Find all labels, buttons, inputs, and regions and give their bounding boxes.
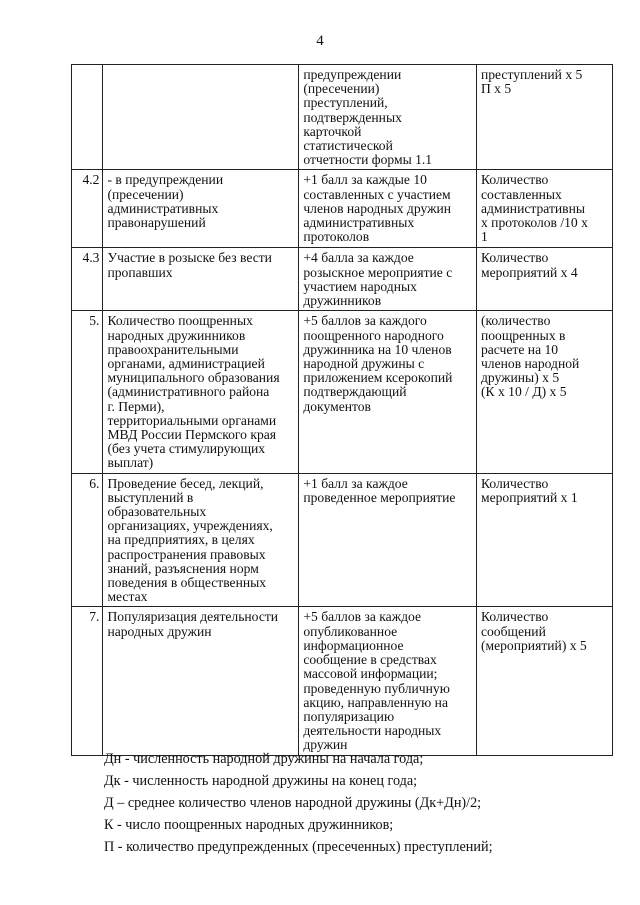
row-number: 4.2 [72,170,103,248]
scoring-rule: +1 балл за каждое проведенное мероприятие [299,473,477,607]
row-number: 4.3 [72,248,103,311]
row-number [72,65,103,170]
calculation-formula: Количество мероприятий х 4 [476,248,612,311]
criteria-table [71,64,613,756]
scoring-rule: +5 баллов за каждое опубликованное информационное сообщение в средствах массовой информации; проведенную публичную акцию, направленную на популяризацию деятельности народных дружин [299,607,477,755]
note-line: К - число поощренных народных дружинников; [104,817,394,833]
note-line: Дк - численность народной дружины на конец года; [104,773,418,789]
calculation-formula: (количество поощренных в расчете на 10 членов народной дружины) х 5 (К х 10 / Д) х 5 [476,311,612,473]
legend-notes [104,748,604,858]
table-row [72,311,613,473]
note-line: Д – среднее количество членов народной дружины (Дк+Дн)/2; [104,795,482,811]
scoring-rule: +5 баллов за каждого поощренного народного дружинника на 10 членов народной дружины с приложением ксерокопий подтверждающий документов [299,311,477,473]
row-number: 5. [72,311,103,473]
criterion-name: Популяризация деятельности народных дружин [103,607,299,755]
note-line: Дн - численность народной дружины на начала года; [104,751,424,767]
criterion-name [103,65,299,170]
table-row [72,170,613,248]
row-number: 7. [72,607,103,755]
table-row [72,607,613,755]
scoring-rule: +4 балла за каждое розыскное мероприятие с участием народных дружинников [299,248,477,311]
calculation-formula: Количество составленных административны х протоколов /10 х 1 [476,170,612,248]
calculation-formula: преступлений х 5 П х 5 [476,65,612,170]
calculation-formula: Количество мероприятий х 1 [476,473,612,607]
criterion-name: Количество поощренных народных дружинников правоохранительными органами, администрацией муниципального образования (административного района г. Перми), территориальными органами МВД России Пермского края (без учета стимулирующих выплат) [103,311,299,473]
page-number: 4 [316,33,324,49]
table-row [72,65,613,170]
table-row [72,248,613,311]
criterion-name: Проведение бесед, лекций, выступлений в образовательных организациях, учреждениях, на предприятиях, в целях распространения правовых знаний, разъяснения норм поведения в общественных местах [103,473,299,607]
row-number: 6. [72,473,103,607]
table-row [72,473,613,607]
note-line: П - количество предупрежденных (пресеченных) преступлений; [104,839,493,855]
scoring-rule: предупреждении (пресечении) преступлений, подтвержденных карточкой статистической отчетности формы 1.1 [299,65,477,170]
calculation-formula: Количество сообщений (мероприятий) х 5 [476,607,612,755]
criterion-name: - в предупреждении (пресечении) административных правонарушений [103,170,299,248]
scoring-rule: +1 балл за каждые 10 составленных с участием членов народных дружин административных протоколов [299,170,477,248]
criterion-name: Участие в розыске без вести пропавших [103,248,299,311]
